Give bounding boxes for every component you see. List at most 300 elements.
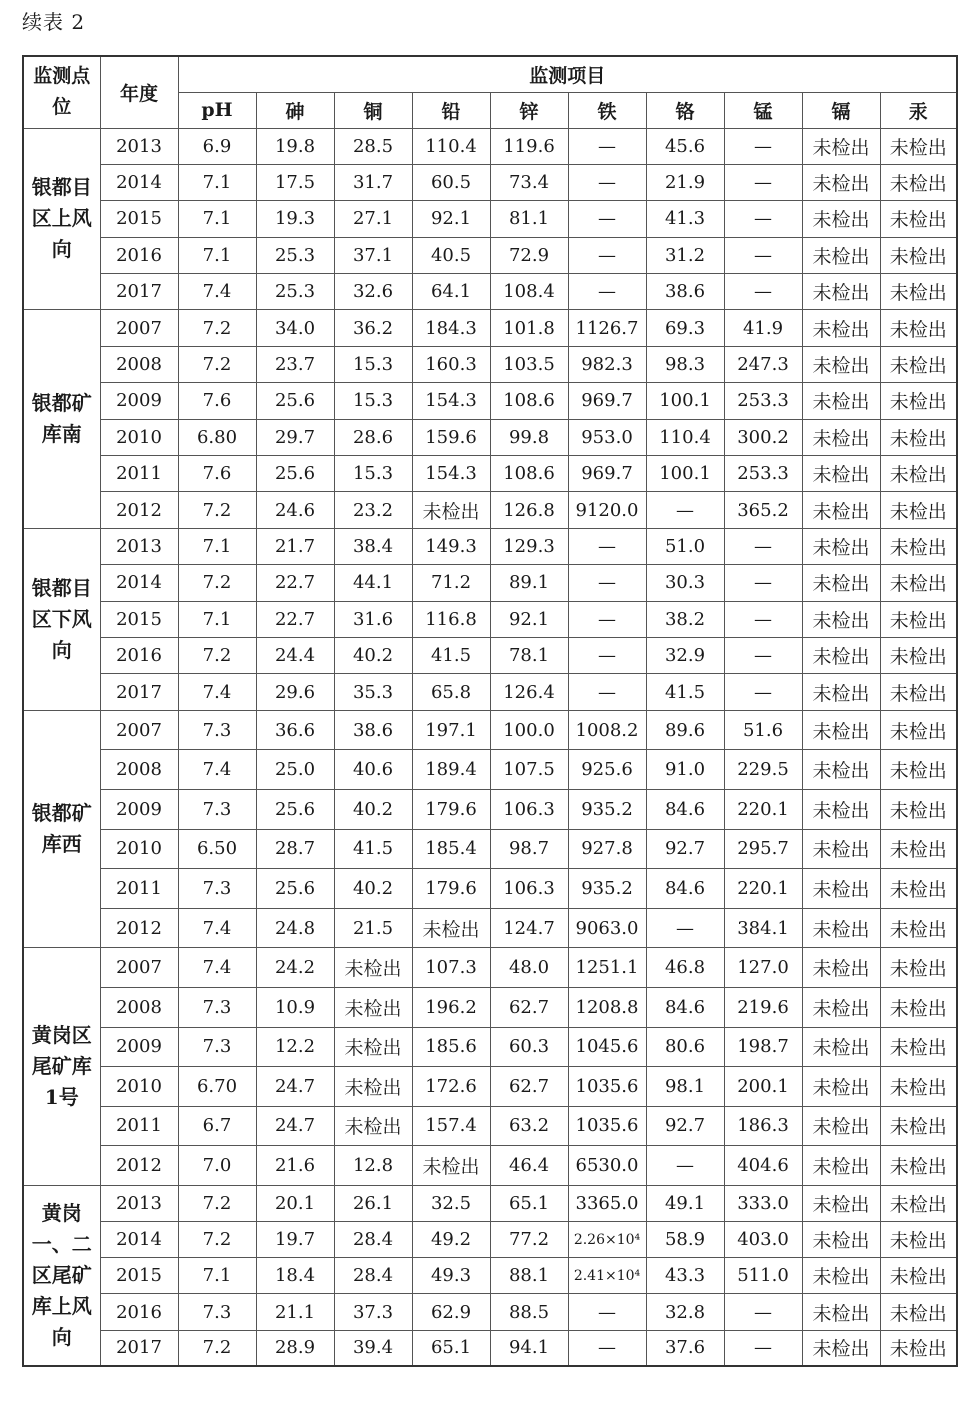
value-cell: 未检出 xyxy=(880,948,957,988)
value-cell: — xyxy=(724,528,802,564)
value-cell: 219.6 xyxy=(724,987,802,1027)
year-cell: 2015 xyxy=(100,601,178,637)
value-cell: 未检出 xyxy=(802,164,880,200)
value-cell: 28.7 xyxy=(256,829,334,869)
value-cell: 未检出 xyxy=(412,492,490,528)
value-cell: 35.3 xyxy=(334,674,412,710)
table-row xyxy=(23,987,957,1027)
year-cell: 2012 xyxy=(100,492,178,528)
value-cell: 65.1 xyxy=(490,1185,568,1221)
table-row xyxy=(23,383,957,419)
column-header: 锌 xyxy=(490,92,568,128)
year-cell: 2012 xyxy=(100,1146,178,1186)
value-cell: 未检出 xyxy=(802,1067,880,1107)
value-cell: 21.5 xyxy=(334,908,412,948)
value-cell: 未检出 xyxy=(880,528,957,564)
value-cell: 159.6 xyxy=(412,419,490,455)
value-cell: 未检出 xyxy=(802,310,880,346)
value-cell: — xyxy=(646,492,724,528)
value-cell: 106.3 xyxy=(490,869,568,909)
value-cell: 186.3 xyxy=(724,1106,802,1146)
value-cell: 43.3 xyxy=(646,1258,724,1294)
value-cell: 22.7 xyxy=(256,601,334,637)
value-cell: 28.9 xyxy=(256,1330,334,1366)
column-header: 砷 xyxy=(256,92,334,128)
year-cell: 2016 xyxy=(100,637,178,673)
value-cell: 12.2 xyxy=(256,1027,334,1067)
year-cell: 2009 xyxy=(100,1027,178,1067)
table-row xyxy=(23,492,957,528)
table-row xyxy=(23,528,957,564)
value-cell: 189.4 xyxy=(412,750,490,790)
value-cell: 333.0 xyxy=(724,1185,802,1221)
value-cell: 157.4 xyxy=(412,1106,490,1146)
table-row xyxy=(23,710,957,750)
value-cell: 未检出 xyxy=(880,789,957,829)
table-row xyxy=(23,789,957,829)
value-cell: 1208.8 xyxy=(568,987,646,1027)
value-cell: 7.3 xyxy=(178,1027,256,1067)
value-cell: 7.2 xyxy=(178,1185,256,1221)
value-cell: 126.4 xyxy=(490,674,568,710)
value-cell: 98.7 xyxy=(490,829,568,869)
value-cell: — xyxy=(568,164,646,200)
value-cell: 未检出 xyxy=(802,789,880,829)
value-cell: 19.8 xyxy=(256,128,334,164)
year-cell: 2007 xyxy=(100,310,178,346)
value-cell: 7.2 xyxy=(178,1222,256,1258)
value-cell: — xyxy=(568,528,646,564)
year-cell: 2017 xyxy=(100,1330,178,1366)
value-cell: 100.1 xyxy=(646,456,724,492)
value-cell: 953.0 xyxy=(568,419,646,455)
value-cell: 1126.7 xyxy=(568,310,646,346)
value-cell: 未检出 xyxy=(802,528,880,564)
value-cell: 18.4 xyxy=(256,1258,334,1294)
value-cell: 24.2 xyxy=(256,948,334,988)
table-row xyxy=(23,1330,957,1366)
value-cell: 未检出 xyxy=(334,1027,412,1067)
value-cell: 110.4 xyxy=(646,419,724,455)
value-cell: 116.8 xyxy=(412,601,490,637)
table-row xyxy=(23,456,957,492)
column-header: 铜 xyxy=(334,92,412,128)
value-cell: 20.1 xyxy=(256,1185,334,1221)
value-cell: 7.1 xyxy=(178,237,256,273)
value-cell: 未检出 xyxy=(802,908,880,948)
value-cell: 38.4 xyxy=(334,528,412,564)
value-cell: 2.26×10⁴ xyxy=(568,1222,646,1258)
value-cell: 未检出 xyxy=(880,237,957,273)
value-cell: 41.5 xyxy=(646,674,724,710)
value-cell: 21.1 xyxy=(256,1294,334,1330)
value-cell: 28.4 xyxy=(334,1222,412,1258)
value-cell: — xyxy=(724,201,802,237)
value-cell: 未检出 xyxy=(802,346,880,382)
value-cell: 7.2 xyxy=(178,492,256,528)
value-cell: 未检出 xyxy=(880,987,957,1027)
year-cell: 2010 xyxy=(100,1067,178,1107)
value-cell: 未检出 xyxy=(412,1146,490,1186)
header-year: 年度 xyxy=(100,56,178,128)
value-cell: 41.5 xyxy=(412,637,490,673)
value-cell: 1045.6 xyxy=(568,1027,646,1067)
value-cell: 365.2 xyxy=(724,492,802,528)
value-cell: 40.5 xyxy=(412,237,490,273)
year-cell: 2014 xyxy=(100,1222,178,1258)
value-cell: 185.6 xyxy=(412,1027,490,1067)
value-cell: 37.1 xyxy=(334,237,412,273)
value-cell: 30.3 xyxy=(646,565,724,601)
value-cell: 29.7 xyxy=(256,419,334,455)
value-cell: 7.2 xyxy=(178,637,256,673)
value-cell: 80.6 xyxy=(646,1027,724,1067)
value-cell: 84.6 xyxy=(646,869,724,909)
value-cell: 32.9 xyxy=(646,637,724,673)
value-cell: 未检出 xyxy=(802,987,880,1027)
value-cell: 7.4 xyxy=(178,750,256,790)
value-cell: 未检出 xyxy=(880,565,957,601)
value-cell: 10.9 xyxy=(256,987,334,1027)
value-cell: 7.0 xyxy=(178,1146,256,1186)
table-row xyxy=(23,1027,957,1067)
table-row xyxy=(23,310,957,346)
site-cell: 黄岗区尾矿库1号 xyxy=(23,948,100,1186)
value-cell: 103.5 xyxy=(490,346,568,382)
value-cell: — xyxy=(724,565,802,601)
year-cell: 2008 xyxy=(100,987,178,1027)
value-cell: 7.1 xyxy=(178,164,256,200)
value-cell: 253.3 xyxy=(724,383,802,419)
value-cell: 未检出 xyxy=(802,1294,880,1330)
table-row xyxy=(23,908,957,948)
year-cell: 2009 xyxy=(100,383,178,419)
value-cell: 未检出 xyxy=(880,383,957,419)
column-header: 锰 xyxy=(724,92,802,128)
value-cell: 21.9 xyxy=(646,164,724,200)
value-cell: 7.1 xyxy=(178,201,256,237)
value-cell: 6.70 xyxy=(178,1067,256,1107)
value-cell: 7.4 xyxy=(178,948,256,988)
value-cell: 38.6 xyxy=(334,710,412,750)
value-cell: 24.4 xyxy=(256,637,334,673)
year-cell: 2013 xyxy=(100,1185,178,1221)
table-row xyxy=(23,637,957,673)
value-cell: 未检出 xyxy=(412,908,490,948)
value-cell: 未检出 xyxy=(802,829,880,869)
table-row xyxy=(23,869,957,909)
site-cell: 银都矿库南 xyxy=(23,310,100,528)
table-caption: 续表 2 xyxy=(22,10,86,34)
value-cell: 32.5 xyxy=(412,1185,490,1221)
value-cell: 未检出 xyxy=(802,674,880,710)
year-cell: 2011 xyxy=(100,456,178,492)
value-cell: 220.1 xyxy=(724,869,802,909)
value-cell: 62.9 xyxy=(412,1294,490,1330)
value-cell: 3365.0 xyxy=(568,1185,646,1221)
value-cell: 未检出 xyxy=(334,1106,412,1146)
value-cell: 160.3 xyxy=(412,346,490,382)
value-cell: 未检出 xyxy=(880,637,957,673)
year-cell: 2009 xyxy=(100,789,178,829)
value-cell: 1008.2 xyxy=(568,710,646,750)
value-cell: 7.2 xyxy=(178,565,256,601)
value-cell: 未检出 xyxy=(802,237,880,273)
value-cell: 未检出 xyxy=(802,1330,880,1366)
value-cell: 未检出 xyxy=(802,637,880,673)
value-cell: 7.6 xyxy=(178,383,256,419)
value-cell: — xyxy=(568,601,646,637)
value-cell: 2.41×10⁴ xyxy=(568,1258,646,1294)
value-cell: 81.1 xyxy=(490,201,568,237)
value-cell: 7.3 xyxy=(178,987,256,1027)
value-cell: 88.1 xyxy=(490,1258,568,1294)
value-cell: 未检出 xyxy=(334,987,412,1027)
header-site: 监测点位 xyxy=(23,56,100,128)
value-cell: 19.3 xyxy=(256,201,334,237)
table-row xyxy=(23,237,957,273)
value-cell: 403.0 xyxy=(724,1222,802,1258)
value-cell: 41.9 xyxy=(724,310,802,346)
value-cell: 未检出 xyxy=(880,128,957,164)
value-cell: 未检出 xyxy=(802,710,880,750)
value-cell: 15.3 xyxy=(334,346,412,382)
value-cell: 未检出 xyxy=(802,1185,880,1221)
value-cell: 100.1 xyxy=(646,383,724,419)
value-cell: 25.6 xyxy=(256,869,334,909)
value-cell: 179.6 xyxy=(412,789,490,829)
value-cell: — xyxy=(568,1294,646,1330)
value-cell: 32.8 xyxy=(646,1294,724,1330)
site-cell: 黄岗一、二区尾矿库上风向 xyxy=(23,1185,100,1366)
value-cell: 185.4 xyxy=(412,829,490,869)
value-cell: 295.7 xyxy=(724,829,802,869)
value-cell: 92.7 xyxy=(646,829,724,869)
value-cell: 未检出 xyxy=(880,274,957,310)
value-cell: 未检出 xyxy=(880,710,957,750)
value-cell: 1035.6 xyxy=(568,1106,646,1146)
value-cell: 7.1 xyxy=(178,1258,256,1294)
value-cell: 38.2 xyxy=(646,601,724,637)
value-cell: 101.8 xyxy=(490,310,568,346)
value-cell: 23.2 xyxy=(334,492,412,528)
value-cell: 40.2 xyxy=(334,869,412,909)
value-cell: 46.4 xyxy=(490,1146,568,1186)
value-cell: 未检出 xyxy=(802,383,880,419)
value-cell: 935.2 xyxy=(568,789,646,829)
value-cell: — xyxy=(568,1330,646,1366)
value-cell: 969.7 xyxy=(568,383,646,419)
monitoring-table xyxy=(22,55,958,1367)
value-cell: 92.7 xyxy=(646,1106,724,1146)
table-row xyxy=(23,948,957,988)
value-cell: 37.3 xyxy=(334,1294,412,1330)
value-cell: 40.6 xyxy=(334,750,412,790)
table-row xyxy=(23,601,957,637)
year-cell: 2016 xyxy=(100,1294,178,1330)
value-cell: 107.5 xyxy=(490,750,568,790)
value-cell: 未检出 xyxy=(802,1106,880,1146)
value-cell: 253.3 xyxy=(724,456,802,492)
column-header: 汞 xyxy=(880,92,957,128)
value-cell: 未检出 xyxy=(880,310,957,346)
year-cell: 2017 xyxy=(100,274,178,310)
value-cell: — xyxy=(568,274,646,310)
value-cell: 927.8 xyxy=(568,829,646,869)
value-cell: 未检出 xyxy=(880,674,957,710)
value-cell: 28.6 xyxy=(334,419,412,455)
value-cell: — xyxy=(724,674,802,710)
year-cell: 2017 xyxy=(100,674,178,710)
value-cell: 62.7 xyxy=(490,1067,568,1107)
value-cell: 7.3 xyxy=(178,789,256,829)
value-cell: — xyxy=(568,674,646,710)
value-cell: 969.7 xyxy=(568,456,646,492)
value-cell: 92.1 xyxy=(490,601,568,637)
value-cell: 7.3 xyxy=(178,1294,256,1330)
value-cell: 98.3 xyxy=(646,346,724,382)
value-cell: 247.3 xyxy=(724,346,802,382)
value-cell: 28.5 xyxy=(334,128,412,164)
value-cell: 84.6 xyxy=(646,789,724,829)
value-cell: 78.1 xyxy=(490,637,568,673)
value-cell: 未检出 xyxy=(880,601,957,637)
value-cell: — xyxy=(724,637,802,673)
value-cell: 84.6 xyxy=(646,987,724,1027)
value-cell: 7.2 xyxy=(178,310,256,346)
value-cell: 89.6 xyxy=(646,710,724,750)
value-cell: 63.2 xyxy=(490,1106,568,1146)
table-row xyxy=(23,419,957,455)
value-cell: 7.4 xyxy=(178,908,256,948)
year-cell: 2012 xyxy=(100,908,178,948)
value-cell: 31.6 xyxy=(334,601,412,637)
value-cell: 65.1 xyxy=(412,1330,490,1366)
value-cell: 91.0 xyxy=(646,750,724,790)
table-row xyxy=(23,829,957,869)
value-cell: 24.6 xyxy=(256,492,334,528)
value-cell: 19.7 xyxy=(256,1222,334,1258)
table-row xyxy=(23,164,957,200)
value-cell: 119.6 xyxy=(490,128,568,164)
value-cell: 49.3 xyxy=(412,1258,490,1294)
year-cell: 2015 xyxy=(100,1258,178,1294)
value-cell: 77.2 xyxy=(490,1222,568,1258)
value-cell: 未检出 xyxy=(880,346,957,382)
value-cell: 未检出 xyxy=(802,274,880,310)
value-cell: 6.50 xyxy=(178,829,256,869)
value-cell: 7.4 xyxy=(178,674,256,710)
value-cell: 未检出 xyxy=(802,1258,880,1294)
column-header: 铅 xyxy=(412,92,490,128)
value-cell: 未检出 xyxy=(802,948,880,988)
value-cell: 72.9 xyxy=(490,237,568,273)
value-cell: 9120.0 xyxy=(568,492,646,528)
value-cell: — xyxy=(568,565,646,601)
value-cell: 1251.1 xyxy=(568,948,646,988)
value-cell: 29.6 xyxy=(256,674,334,710)
value-cell: 28.4 xyxy=(334,1258,412,1294)
value-cell: 106.3 xyxy=(490,789,568,829)
value-cell: 未检出 xyxy=(880,201,957,237)
value-cell: 44.1 xyxy=(334,565,412,601)
year-cell: 2014 xyxy=(100,164,178,200)
value-cell: 7.4 xyxy=(178,274,256,310)
value-cell: 41.3 xyxy=(646,201,724,237)
value-cell: — xyxy=(724,601,802,637)
value-cell: 127.0 xyxy=(724,948,802,988)
value-cell: 未检出 xyxy=(802,750,880,790)
value-cell: 25.6 xyxy=(256,789,334,829)
value-cell: 7.6 xyxy=(178,456,256,492)
value-cell: 25.3 xyxy=(256,274,334,310)
table-row xyxy=(23,1222,957,1258)
year-cell: 2010 xyxy=(100,829,178,869)
value-cell: 108.4 xyxy=(490,274,568,310)
value-cell: — xyxy=(724,1330,802,1366)
value-cell: 未检出 xyxy=(880,1027,957,1067)
value-cell: 未检出 xyxy=(802,1222,880,1258)
year-cell: 2011 xyxy=(100,1106,178,1146)
value-cell: — xyxy=(568,637,646,673)
value-cell: 未检出 xyxy=(802,456,880,492)
value-cell: 24.7 xyxy=(256,1106,334,1146)
value-cell: 71.2 xyxy=(412,565,490,601)
year-cell: 2014 xyxy=(100,565,178,601)
value-cell: 51.0 xyxy=(646,528,724,564)
value-cell: 未检出 xyxy=(880,1294,957,1330)
value-cell: — xyxy=(724,1294,802,1330)
value-cell: — xyxy=(568,128,646,164)
value-cell: 未检出 xyxy=(802,869,880,909)
year-cell: 2007 xyxy=(100,710,178,750)
value-cell: 未检出 xyxy=(880,492,957,528)
value-cell: 未检出 xyxy=(880,1185,957,1221)
value-cell: 154.3 xyxy=(412,383,490,419)
value-cell: 未检出 xyxy=(802,1146,880,1186)
table-row xyxy=(23,201,957,237)
value-cell: 21.7 xyxy=(256,528,334,564)
value-cell: 107.3 xyxy=(412,948,490,988)
value-cell: 99.8 xyxy=(490,419,568,455)
value-cell: 34.0 xyxy=(256,310,334,346)
value-cell: 94.1 xyxy=(490,1330,568,1366)
value-cell: 未检出 xyxy=(880,1106,957,1146)
year-cell: 2010 xyxy=(100,419,178,455)
value-cell: 200.1 xyxy=(724,1067,802,1107)
table-row xyxy=(23,1294,957,1330)
value-cell: 15.3 xyxy=(334,456,412,492)
column-header: 铁 xyxy=(568,92,646,128)
value-cell: 62.7 xyxy=(490,987,568,1027)
value-cell: 9063.0 xyxy=(568,908,646,948)
column-header: pH xyxy=(178,92,256,128)
value-cell: 69.3 xyxy=(646,310,724,346)
value-cell: 未检出 xyxy=(880,869,957,909)
value-cell: — xyxy=(646,908,724,948)
value-cell: 149.3 xyxy=(412,528,490,564)
value-cell: 404.6 xyxy=(724,1146,802,1186)
value-cell: 46.8 xyxy=(646,948,724,988)
value-cell: 172.6 xyxy=(412,1067,490,1107)
value-cell: 36.2 xyxy=(334,310,412,346)
value-cell: 196.2 xyxy=(412,987,490,1027)
value-cell: 98.1 xyxy=(646,1067,724,1107)
value-cell: 36.6 xyxy=(256,710,334,750)
value-cell: 未检出 xyxy=(880,829,957,869)
value-cell: 229.5 xyxy=(724,750,802,790)
value-cell: 未检出 xyxy=(880,1146,957,1186)
